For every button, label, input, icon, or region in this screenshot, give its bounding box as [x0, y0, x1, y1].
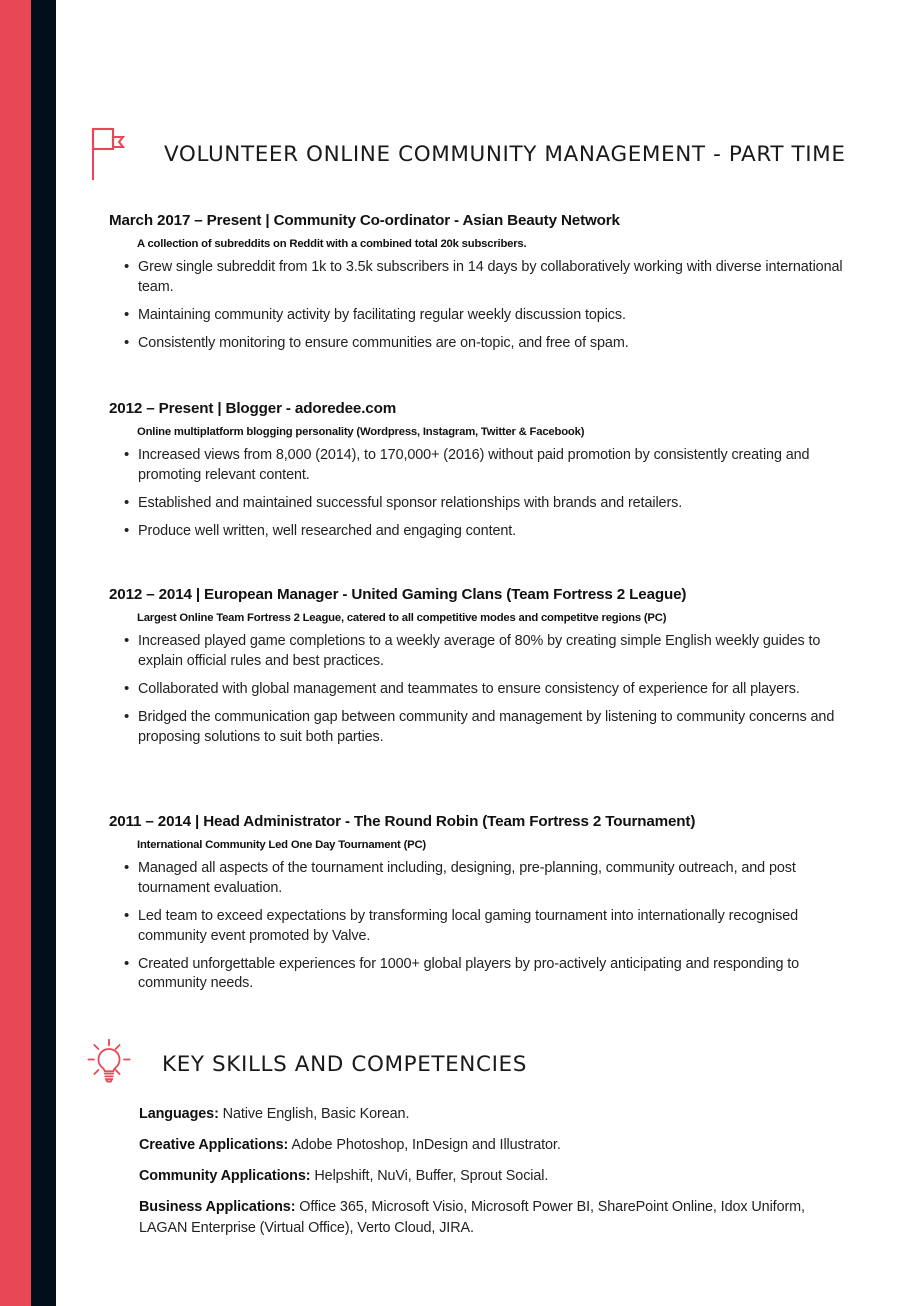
section-title-volunteer: VOLUNTEER ONLINE COMMUNITY MANAGEMENT - PART TIME [164, 141, 846, 167]
bullet-item: • Collaborated with global management and teammates to ensure consistency of experience for all players. [109, 680, 869, 700]
experience-subheading: Largest Online Team Fortress 2 League, catered to all competitive modes and competitve regions (PC) [137, 612, 667, 624]
section-header-key-skills [86, 1038, 527, 1090]
experience-subheading: International Community Led One Day Tournament (PC) [137, 839, 426, 851]
bullet-item: • Led team to exceed expectations by transforming local gaming tournament into internationally recognised community event promoted by Valve. [109, 907, 869, 947]
skill-value: Native English, Basic Korean. [218, 1106, 410, 1122]
skill-row [139, 1197, 839, 1237]
bullet-item: • Bridged the communication gap between community and management by listening to community concerns and proposing solutions to suit both parties. [109, 708, 869, 748]
experience-heading: 2012 – Present | Blogger - adoredee.com [109, 400, 397, 417]
skills-list [139, 1104, 839, 1249]
bullet-item: • Consistently monitoring to ensure communities are on-topic, and free of spam. [109, 334, 869, 354]
lightbulb-icon [86, 1038, 136, 1090]
experience-heading: 2012 – 2014 | European Manager - United Gaming Clans (Team Fortress 2 League) [109, 586, 687, 603]
experience-entry [109, 212, 869, 354]
bullet-item: • Produce well written, well researched and engaging content. [109, 522, 869, 542]
skill-value: Helpshift, NuVi, Buffer, Sprout Social. [310, 1168, 549, 1185]
section-header-volunteer [88, 126, 846, 182]
skill-row [139, 1104, 839, 1124]
bullet-item: • Created unforgettable experiences for 1000+ global players by pro-actively anticipating and responding to community needs. [109, 955, 869, 995]
experience-subheading: Online multiplatform blogging personality (Wordpress, Instagram, Twitter & Facebook) [137, 426, 585, 438]
bullet-item: • Maintaining community activity by facilitating regular weekly discussion topics. [109, 306, 869, 326]
bullet-item: • Increased views from 8,000 (2014), to 170,000+ (2016) without paid promotion by consistently creating and promoting relevant content. [109, 446, 869, 486]
skill-row [139, 1166, 839, 1186]
left-accent-stripe-dark [31, 0, 56, 1306]
experience-entry [109, 813, 869, 994]
bullet-item: • Increased played game completions to a weekly average of 80% by creating simple English weekly guides to explain official rules and best practices. [109, 632, 869, 672]
resume-page [56, 0, 924, 1306]
experience-heading: 2011 – 2014 | Head Administrator - The Round Robin (Team Fortress 2 Tournament) [109, 813, 696, 830]
experience-bullets [109, 632, 869, 747]
skill-value: Office 365, Microsoft Visio, Microsoft Power BI, SharePoint Online, Idox Uniform, LAGAN Enterprise (Virtual Office), Verto Cloud, JIRA. [139, 1199, 805, 1236]
skill-label: Business Applications: [139, 1199, 296, 1216]
left-accent-stripe-red [0, 0, 31, 1306]
skill-label: Creative Applications: [139, 1137, 289, 1154]
experience-bullets [109, 258, 869, 354]
skill-row [139, 1135, 839, 1155]
experience-entry [109, 400, 869, 542]
skill-label: Languages: [139, 1106, 219, 1122]
bullet-item: • Established and maintained successful sponsor relationships with brands and retailers. [109, 494, 869, 514]
skill-value: Adobe Photoshop, InDesign and Illustrator. [288, 1137, 561, 1154]
experience-bullets [109, 446, 869, 542]
experience-bullets [109, 859, 869, 994]
experience-subheading: A collection of subreddits on Reddit with a combined total 20k subscribers. [137, 238, 527, 250]
bullet-item: • Grew single subreddit from 1k to 3.5k subscribers in 14 days by collaboratively working with diverse international team. [109, 258, 869, 298]
flag-icon [88, 126, 138, 182]
bullet-item: • Managed all aspects of the tournament including, designing, pre-planning, community outreach, and post tournament evaluation. [109, 859, 869, 899]
skill-label: Community Applications: [139, 1168, 311, 1185]
experience-heading: March 2017 – Present | Community Co-ordinator - Asian Beauty Network [109, 212, 620, 229]
section-title-key-skills: KEY SKILLS AND COMPETENCIES [162, 1051, 527, 1077]
experience-entry [109, 586, 869, 747]
